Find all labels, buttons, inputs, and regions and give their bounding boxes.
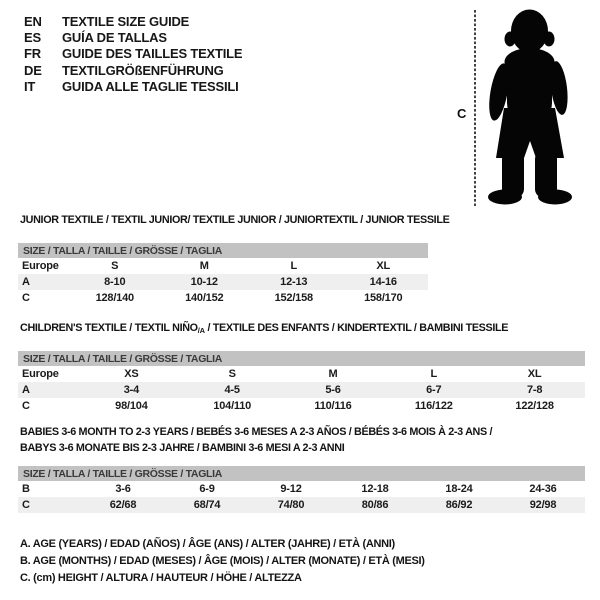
footnote-b: B. AGE (MONTHS) / EDAD (MESES) / ÂGE (MOIS) / ALTER (MONATE) / ETÀ (MESI) bbox=[20, 555, 425, 567]
junior-size-table bbox=[18, 243, 428, 306]
size-cell: 7-8 bbox=[526, 384, 543, 396]
size-cell: 158/170 bbox=[364, 292, 403, 304]
size-cell: 116/122 bbox=[414, 400, 453, 412]
language-row bbox=[24, 14, 242, 30]
language-row bbox=[24, 46, 242, 62]
size-cell: 62/68 bbox=[109, 499, 137, 511]
size-cell: 3-6 bbox=[115, 483, 131, 495]
title-subscript: /A bbox=[197, 326, 205, 335]
table-row bbox=[18, 290, 428, 306]
size-header-row bbox=[18, 243, 428, 258]
size-cell: 98/104 bbox=[115, 400, 148, 412]
size-cell: 74/80 bbox=[277, 499, 305, 511]
size-cell: 80/86 bbox=[361, 499, 389, 511]
size-cell: 3-4 bbox=[123, 384, 140, 396]
size-cell: 12-13 bbox=[280, 276, 308, 288]
size-cell: 4-5 bbox=[224, 384, 240, 396]
junior-textile-section bbox=[18, 212, 450, 306]
size-cell: L bbox=[430, 368, 438, 380]
size-cell: M bbox=[199, 260, 209, 272]
size-cell: 14-16 bbox=[369, 276, 397, 288]
language-row bbox=[24, 63, 242, 79]
size-cell: 6-7 bbox=[426, 384, 442, 396]
size-cell: 140/152 bbox=[185, 292, 224, 304]
row-label: A bbox=[22, 276, 30, 288]
children-textile-section bbox=[18, 320, 585, 414]
size-cell: 6-9 bbox=[199, 483, 215, 495]
size-cell: 92/98 bbox=[529, 499, 557, 511]
size-cell: 68/74 bbox=[193, 499, 221, 511]
language-label: GUÍA DE TALLAS bbox=[62, 30, 167, 46]
language-label: GUIDE DES TAILLES TEXTILE bbox=[62, 46, 243, 62]
size-cell: XL bbox=[527, 368, 542, 380]
row-label: A bbox=[22, 384, 30, 396]
children-size-table bbox=[18, 351, 585, 414]
footnote-c: C. (cm) HEIGHT / ALTURA / HAUTEUR / HÖHE / ALTEZZA bbox=[20, 572, 302, 584]
size-cell: 9-12 bbox=[280, 483, 302, 495]
table-row bbox=[18, 481, 585, 497]
language-row bbox=[24, 30, 242, 46]
language-code: FR bbox=[24, 46, 41, 62]
size-cell: 12-18 bbox=[361, 483, 389, 495]
size-cell: 86/92 bbox=[445, 499, 473, 511]
footnote-a: A. AGE (YEARS) / EDAD (AÑOS) / ÂGE (ANS) / ALTER (JAHRE) / ETÀ (ANNI) bbox=[20, 538, 395, 550]
language-code: IT bbox=[24, 78, 36, 94]
row-label: C bbox=[22, 400, 30, 412]
size-cell: 110/116 bbox=[314, 400, 352, 412]
footnotes bbox=[20, 536, 425, 587]
size-header-label: SIZE / TALLA / TAILLE / GRÖSSE / TAGLIA bbox=[18, 466, 585, 481]
baby-silhouette-icon bbox=[430, 0, 600, 220]
language-label: TEXTILE SIZE GUIDE bbox=[62, 14, 190, 29]
table-row bbox=[18, 258, 428, 274]
babies-table-title-line1: BABIES 3-6 MONTH TO 2-3 YEARS / BEBÉS 3-6 MESES A 2-3 AÑOS / BÉBÉS 3-6 MOIS À 2-3 ANS / bbox=[20, 426, 493, 438]
language-row bbox=[24, 79, 242, 95]
size-cell: 10-12 bbox=[190, 276, 218, 288]
size-header-label: SIZE / TALLA / TAILLE / GRÖSSE / TAGLIA bbox=[18, 351, 585, 366]
table-row bbox=[18, 274, 428, 290]
table-row bbox=[18, 398, 585, 414]
size-cell: M bbox=[328, 368, 338, 380]
size-cell: 8-10 bbox=[104, 276, 126, 288]
language-title-block bbox=[24, 14, 242, 95]
junior-table-title: JUNIOR TEXTILE / TEXTIL JUNIOR/ TEXTILE JUNIOR / JUNIORTEXTIL / JUNIOR TESSILE bbox=[20, 214, 450, 226]
height-measure-label: C bbox=[457, 106, 467, 121]
size-cell: XL bbox=[376, 260, 391, 272]
language-label: TEXTILGRÖßENFÜHRUNG bbox=[62, 62, 224, 78]
row-label: C bbox=[22, 292, 30, 304]
language-code: DE bbox=[24, 62, 42, 78]
size-cell: 152/158 bbox=[274, 292, 313, 304]
size-header-label: SIZE / TALLA / TAILLE / GRÖSSE / TAGLIA bbox=[18, 243, 428, 258]
size-header-row bbox=[18, 351, 585, 366]
size-header-row bbox=[18, 466, 585, 481]
size-cell: S bbox=[111, 260, 119, 272]
size-cell: 18-24 bbox=[445, 483, 473, 495]
language-code: EN bbox=[24, 14, 42, 29]
babies-table-title-line2: BABYS 3-6 MONATE BIS 2-3 JAHRE / BAMBINI 3-6 MESI A 2-3 ANNI bbox=[20, 442, 345, 454]
size-cell: S bbox=[228, 368, 236, 380]
baby-figure bbox=[430, 0, 600, 220]
table-row bbox=[18, 382, 585, 398]
table-row bbox=[18, 497, 585, 513]
babies-textile-section bbox=[18, 424, 585, 513]
size-cell: 5-6 bbox=[325, 384, 341, 396]
row-label: B bbox=[22, 483, 30, 495]
language-code: ES bbox=[24, 30, 41, 46]
row-label: C bbox=[22, 499, 30, 511]
row-label: Europe bbox=[22, 260, 59, 272]
title-text: CHILDREN'S TEXTILE / TEXTIL NIÑO bbox=[20, 322, 198, 334]
size-cell: 122/128 bbox=[515, 400, 554, 412]
table-row bbox=[18, 366, 585, 382]
language-label: GUIDA ALLE TAGLIE TESSILI bbox=[62, 78, 239, 94]
title-text: / TEXTILE DES ENFANTS / KINDERTEXTIL / BAMBINI TESSILE bbox=[204, 322, 509, 334]
size-cell: L bbox=[290, 260, 298, 272]
babies-size-table bbox=[18, 466, 585, 513]
row-label: Europe bbox=[22, 368, 59, 380]
size-cell: 24-36 bbox=[529, 483, 557, 495]
children-table-title bbox=[20, 320, 585, 339]
size-cell: 104/110 bbox=[213, 400, 252, 412]
size-cell: 128/140 bbox=[95, 292, 134, 304]
size-cell: XS bbox=[124, 368, 139, 380]
